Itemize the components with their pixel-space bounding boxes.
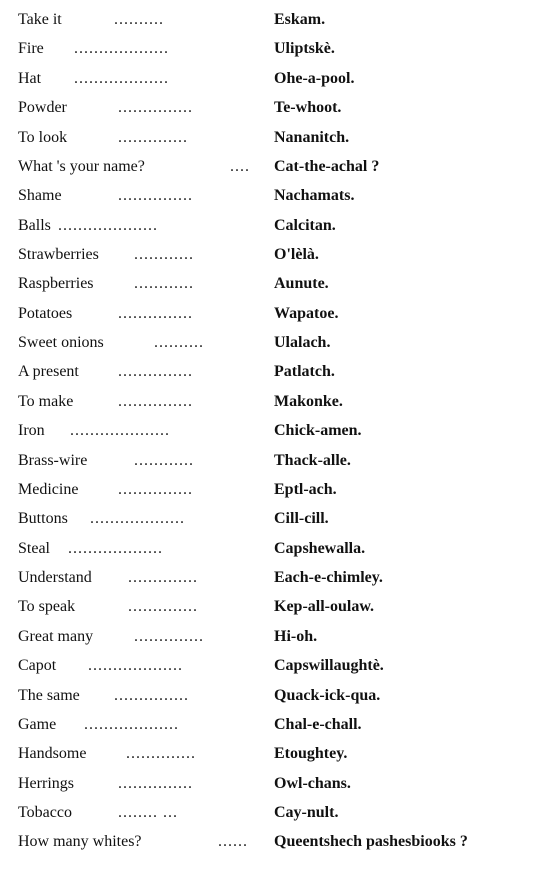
english-word: To make: [18, 393, 74, 410]
vocabulary-row: [18, 828, 538, 856]
native-word: Uliptskè.: [274, 40, 335, 57]
dot-leader: ..............: [126, 745, 196, 762]
dot-leader: ...............: [118, 305, 193, 322]
vocabulary-row: [18, 270, 538, 298]
dot-leader: ..............: [134, 628, 204, 645]
dot-leader: ....................: [58, 217, 158, 234]
english-word: Shame: [18, 187, 62, 204]
english-word: To look: [18, 129, 68, 146]
dot-leader: ...................: [74, 70, 169, 87]
vocabulary-row: [18, 564, 538, 592]
english-word: Handsome: [18, 745, 87, 762]
dot-leader: ......: [218, 833, 248, 850]
native-word: Patlatch.: [274, 363, 335, 380]
vocabulary-row: [18, 476, 538, 504]
dot-leader: ............: [134, 452, 194, 469]
native-word: Kep-all-oulaw.: [274, 598, 375, 615]
native-word: Hi-oh.: [274, 628, 318, 645]
english-word: Capot: [18, 657, 57, 674]
english-word: How many whites?: [18, 833, 142, 850]
native-word: Nananitch.: [274, 129, 350, 146]
native-word: Nachamats.: [274, 187, 355, 204]
english-word: Balls: [18, 217, 51, 234]
english-word: Medicine: [18, 481, 79, 498]
native-word: Calcitan.: [274, 217, 336, 234]
native-word: Each-e-chimley.: [274, 569, 383, 586]
native-word: Queentshech pashesbiooks ?: [274, 833, 468, 850]
english-word: Brass-wire: [18, 452, 88, 469]
native-word: Capshewalla.: [274, 540, 366, 557]
native-word: Capswillaughtè.: [274, 657, 384, 674]
dot-leader: ...............: [118, 99, 193, 116]
native-word: Eptl-ach.: [274, 481, 337, 498]
english-word: Raspberries: [18, 275, 94, 292]
vocabulary-row: [18, 153, 538, 181]
native-word: Etoughtey.: [274, 745, 348, 762]
dot-leader: ............: [134, 246, 194, 263]
dot-leader: ...............: [118, 481, 193, 498]
dot-leader: ...............: [118, 393, 193, 410]
vocabulary-row: [18, 770, 538, 798]
vocabulary-row: [18, 212, 538, 240]
native-word: Ohe-a-pool.: [274, 70, 355, 87]
vocabulary-row: [18, 535, 538, 563]
english-word: Tobacco: [18, 804, 72, 821]
vocabulary-row: [18, 417, 538, 445]
english-word: Sweet onions: [18, 334, 104, 351]
native-word: Cill-cill.: [274, 510, 329, 527]
native-word: Makonke.: [274, 393, 343, 410]
vocabulary-row: [18, 241, 538, 269]
vocabulary-row: [18, 799, 538, 827]
english-word: Strawberries: [18, 246, 99, 263]
dot-leader: ..........: [154, 334, 204, 351]
native-word: Ulalach.: [274, 334, 331, 351]
dot-leader: ...................: [74, 40, 169, 57]
native-word: Eskam.: [274, 11, 326, 28]
native-word: Thack-alle.: [274, 452, 351, 469]
vocabulary-row: [18, 711, 538, 739]
native-word: Cat-the-achal ?: [274, 158, 380, 175]
vocabulary-row: [18, 447, 538, 475]
english-word: To speak: [18, 598, 76, 615]
english-word: Buttons: [18, 510, 68, 527]
english-word: Hat: [18, 70, 42, 87]
english-word: The same: [18, 687, 80, 704]
dot-leader: ..............: [128, 598, 198, 615]
native-word: Owl-chans.: [274, 775, 351, 792]
vocabulary-row: [18, 65, 538, 93]
dot-leader: ............: [134, 275, 194, 292]
dot-leader: ...................: [68, 540, 163, 557]
english-word: Game: [18, 716, 57, 733]
native-word: Te-whoot.: [274, 99, 342, 116]
vocabulary-row: [18, 388, 538, 416]
vocabulary-row: [18, 182, 538, 210]
vocabulary-row: [18, 682, 538, 710]
english-word: Fire: [18, 40, 44, 57]
english-word: Understand: [18, 569, 92, 586]
vocabulary-row: [18, 358, 538, 386]
english-word: Potatoes: [18, 305, 73, 322]
english-word: Steal: [18, 540, 50, 557]
vocabulary-row: [18, 593, 538, 621]
dot-leader: ........ ...: [118, 804, 178, 821]
english-word: Take it: [18, 11, 62, 28]
vocabulary-row: [18, 35, 538, 63]
vocabulary-row: [18, 505, 538, 533]
native-word: Chick-amen.: [274, 422, 362, 439]
vocabulary-row: [18, 124, 538, 152]
dot-leader: ...................: [84, 716, 179, 733]
vocabulary-row: [18, 94, 538, 122]
english-word: Herrings: [18, 775, 74, 792]
vocabulary-row: [18, 740, 538, 768]
native-word: Cay-nult.: [274, 804, 339, 821]
dot-leader: ..............: [118, 129, 188, 146]
dot-leader: ...............: [118, 363, 193, 380]
native-word: Wapatoe.: [274, 305, 339, 322]
dot-leader: ....................: [70, 422, 170, 439]
vocabulary-row: [18, 652, 538, 680]
dot-leader: ...............: [118, 775, 193, 792]
dot-leader: ..............: [128, 569, 198, 586]
vocabulary-row: [18, 6, 538, 34]
english-word: A present: [18, 363, 79, 380]
english-word: What 's your name?: [18, 158, 145, 175]
english-word: Iron: [18, 422, 45, 439]
dot-leader: ....: [230, 158, 250, 175]
dot-leader: ...................: [90, 510, 185, 527]
dot-leader: ..........: [114, 11, 164, 28]
vocabulary-row: [18, 329, 538, 357]
english-word: Powder: [18, 99, 67, 116]
vocabulary-row: [18, 623, 538, 651]
dot-leader: ...............: [114, 687, 189, 704]
vocabulary-row: [18, 300, 538, 328]
native-word: Aunute.: [274, 275, 329, 292]
native-word: Chal-e-chall.: [274, 716, 362, 733]
native-word: O'lèlà.: [274, 246, 319, 263]
dot-leader: ...............: [118, 187, 193, 204]
native-word: Quack-ick-qua.: [274, 687, 381, 704]
english-word: Great many: [18, 628, 94, 645]
dot-leader: ...................: [88, 657, 183, 674]
